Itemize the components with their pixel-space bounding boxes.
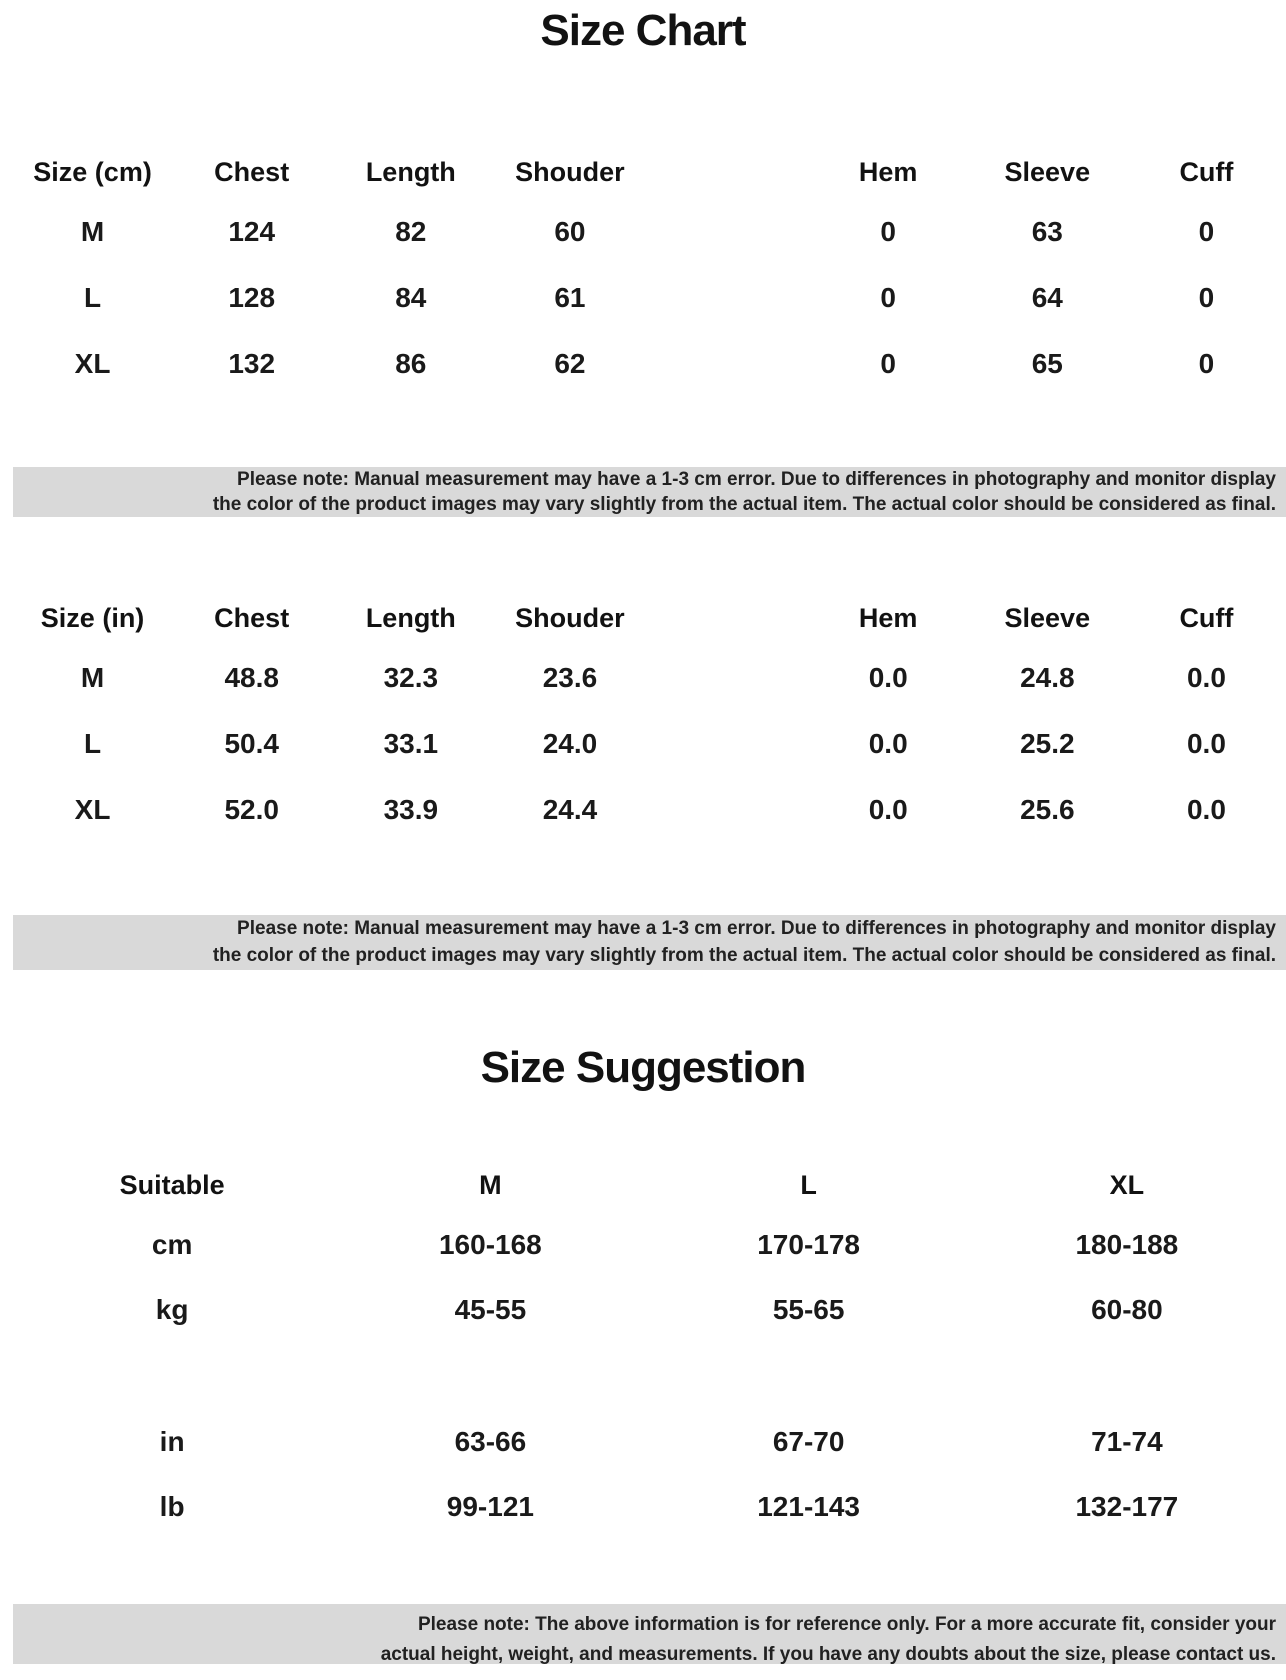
row-label: lb (159, 1490, 185, 1522)
table-cell: 0 (1198, 348, 1215, 379)
column-header-cuff: Cuff (1179, 156, 1234, 187)
reference-note (13, 1604, 1286, 1664)
table-cell: 124 (228, 216, 276, 247)
table-cell: 128 (228, 282, 276, 313)
table-cell: 45-55 (454, 1293, 527, 1325)
row-label: kg (155, 1293, 189, 1325)
column-header-empty (650, 591, 809, 645)
table-cell: 0 (1198, 216, 1215, 247)
column-header-size-cm: Size (cm) (33, 156, 152, 187)
table-cell: 65 (1031, 348, 1063, 379)
size-table-cm (13, 145, 1286, 397)
table-cell: 63 (1031, 216, 1063, 247)
column-header-length: Length (365, 602, 456, 633)
column-header-shoulder: Shouder (515, 156, 625, 187)
table-cell: 0.0 (868, 728, 908, 759)
table-cell-empty (650, 645, 809, 711)
table-cell: 55-65 (772, 1293, 845, 1325)
table-cell: 67-70 (772, 1425, 845, 1457)
table-cell: 25.6 (1020, 794, 1075, 825)
row-label: XL (74, 348, 111, 379)
row-label: L (84, 728, 102, 759)
table-cell: 0.0 (1186, 794, 1226, 825)
column-header-shoulder: Shouder (515, 602, 625, 633)
table-cell: 0.0 (868, 662, 908, 693)
row-label: XL (74, 794, 111, 825)
column-header-hem: Hem (858, 156, 918, 187)
row-gap (13, 1342, 1286, 1409)
table-cell: 24.8 (1020, 662, 1075, 693)
measurement-note (13, 467, 1286, 517)
table-cell: 63-66 (454, 1425, 527, 1457)
size-suggestion-title: Size Suggestion (480, 1043, 806, 1092)
table-cell: 62 (554, 348, 586, 379)
table-cell: 99-121 (446, 1490, 534, 1522)
table-cell: 170-178 (757, 1228, 860, 1260)
table-cell: 25.2 (1020, 728, 1075, 759)
table-cell: 132 (228, 348, 276, 379)
table-cell: 64 (1031, 282, 1063, 313)
column-header-chest: Chest (214, 602, 290, 633)
row-label: L (84, 282, 102, 313)
table-cell: 0 (880, 282, 896, 313)
table-cell: 84 (395, 282, 427, 313)
table-cell: 0 (880, 216, 896, 247)
column-header-suitable: Suitable (119, 1169, 225, 1200)
table-cell: 32.3 (383, 662, 439, 693)
column-header-size-in: Size (in) (40, 602, 145, 633)
table-cell: 180-188 (1075, 1228, 1179, 1260)
column-header-l: L (800, 1169, 817, 1200)
note-line: actual height, weight, and measurements. If you have any doubts about the size, please contact us. (380, 1644, 1276, 1665)
measurement-note (13, 915, 1286, 970)
table-cell-empty (650, 199, 809, 265)
note-line: Please note: Manual measurement may have a 1-3 cm error. Due to differences in photography and monitor display (237, 918, 1276, 939)
table-cell: 121-143 (757, 1490, 860, 1522)
size-suggestion-table (13, 1158, 1286, 1539)
table-cell: 52.0 (224, 794, 279, 825)
table-cell: 0.0 (868, 794, 908, 825)
table-cell: 33.1 (383, 728, 439, 759)
column-header-m: M (479, 1169, 502, 1200)
column-header-xl: XL (1109, 1169, 1145, 1200)
table-cell: 61 (554, 282, 586, 313)
table-cell: 24.4 (542, 794, 598, 825)
table-cell: 0.0 (1186, 662, 1226, 693)
size-chart-title: Size Chart (540, 6, 746, 55)
column-header-sleeve: Sleeve (1004, 602, 1091, 633)
note-line: Please note: Manual measurement may have a 1-3 cm error. Due to differences in photography and monitor display (237, 469, 1276, 490)
table-cell: 33.9 (383, 794, 439, 825)
table-cell-empty (650, 331, 809, 397)
row-label: M (80, 216, 105, 247)
table-cell: 0.0 (1186, 728, 1226, 759)
column-header-empty (650, 145, 809, 199)
row-label: cm (151, 1228, 193, 1260)
table-cell: 132-177 (1075, 1490, 1179, 1522)
size-table-in (13, 591, 1286, 843)
table-cell: 82 (395, 216, 427, 247)
table-cell: 60 (554, 216, 586, 247)
table-cell-empty (650, 777, 809, 843)
table-cell: 24.0 (542, 728, 598, 759)
table-cell: 60-80 (1091, 1293, 1163, 1325)
table-cell: 50.4 (224, 728, 279, 759)
column-header-cuff: Cuff (1179, 602, 1234, 633)
row-label: in (159, 1425, 185, 1457)
note-line: the color of the product images may vary slightly from the actual item. The actual color should be considered as final. (212, 945, 1276, 966)
table-cell: 160-168 (438, 1228, 542, 1260)
column-header-length: Length (365, 156, 456, 187)
row-label: M (80, 662, 105, 693)
table-cell-empty (650, 711, 809, 777)
note-line: the color of the product images may vary slightly from the actual item. The actual color should be considered as final. (212, 494, 1276, 515)
column-header-chest: Chest (214, 156, 290, 187)
column-header-hem: Hem (858, 602, 918, 633)
table-cell: 0 (1198, 282, 1215, 313)
note-line: Please note: The above information is for reference only. For a more accurate fit, consider your (417, 1614, 1276, 1635)
table-cell: 48.8 (224, 662, 279, 693)
table-cell-empty (650, 265, 809, 331)
table-cell: 86 (395, 348, 427, 379)
table-cell: 23.6 (542, 662, 598, 693)
table-cell: 0 (880, 348, 896, 379)
column-header-sleeve: Sleeve (1004, 156, 1091, 187)
table-cell: 71-74 (1091, 1425, 1163, 1457)
